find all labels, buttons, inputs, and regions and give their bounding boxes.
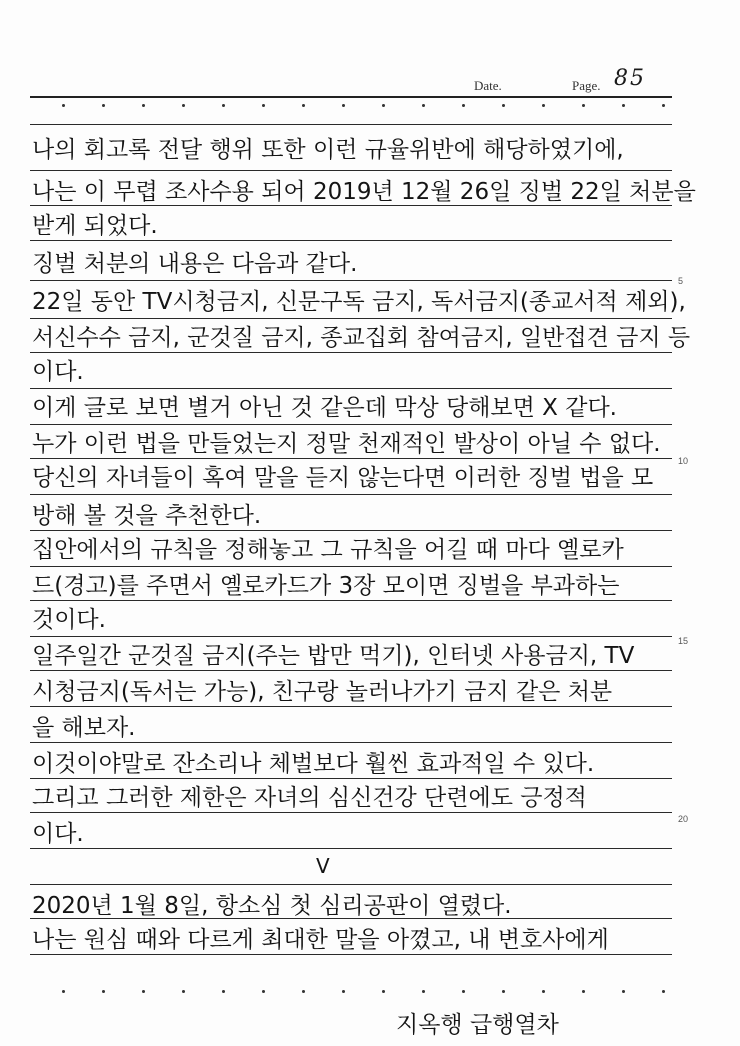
ruler-dot bbox=[542, 990, 545, 993]
ruler-dot bbox=[302, 104, 305, 107]
text-line: 이것이야말로 잔소리나 체벌보다 훨씬 효과적일 수 있다. bbox=[32, 751, 595, 777]
text-line: 받게 되었다. bbox=[32, 213, 158, 239]
ruler-dot bbox=[382, 990, 385, 993]
ruled-line bbox=[30, 352, 672, 353]
ruler-dot bbox=[342, 990, 345, 993]
ruler-dot bbox=[62, 990, 65, 993]
ruled-line bbox=[30, 280, 672, 281]
text-line: 것이다. bbox=[32, 607, 106, 633]
ruler-dot bbox=[142, 990, 145, 993]
ruled-line bbox=[30, 424, 672, 425]
text-line: 일주일간 군것질 금지(주는 밥만 먹기), 인터넷 사용금지, TV bbox=[32, 643, 635, 669]
text-line: 드(경고)를 주면서 옐로카드가 3장 모이면 징벌을 부과하는 bbox=[32, 573, 620, 599]
text-line: 시청금지(독서는 가능), 친구랑 놀러나가기 금지 같은 처분 bbox=[32, 679, 613, 705]
text-line: 22일 동안 TV시청금지, 신문구독 금지, 독서금지(종교서적 제외), bbox=[32, 289, 686, 315]
text-line: 징벌 처분의 내용은 다음과 같다. bbox=[32, 251, 358, 277]
text-line: 을 해보자. bbox=[32, 715, 136, 741]
ruler-dot bbox=[382, 104, 385, 107]
top-dot-row bbox=[30, 104, 672, 108]
ruled-line bbox=[30, 742, 672, 743]
ruled-line bbox=[30, 124, 672, 125]
text-line: 이다. bbox=[32, 821, 84, 847]
text-line: 당신의 자녀들이 혹여 말을 듣지 않는다면 이러한 징벌 법을 모 bbox=[32, 465, 654, 491]
ruler-dot bbox=[422, 104, 425, 107]
text-line: 나는 이 무렵 조사수용 되어 2019년 12월 26일 징벌 22일 처분을 bbox=[32, 179, 696, 205]
text-line: 집안에서의 규칙을 정해놓고 그 규칙을 어길 때 마다 옐로카 bbox=[32, 537, 624, 563]
ruler-dot bbox=[462, 104, 465, 107]
ruled-line bbox=[30, 636, 672, 637]
ruled-line bbox=[30, 530, 672, 531]
ruler-dot bbox=[222, 104, 225, 107]
text-line: 이게 글로 보면 별거 아닌 것 같은데 막상 당해보면 X 같다. bbox=[32, 395, 617, 421]
ruler-dot bbox=[302, 990, 305, 993]
ruled-line bbox=[30, 848, 672, 849]
ruled-line bbox=[30, 318, 672, 319]
ruler-dot bbox=[622, 990, 625, 993]
ruled-line bbox=[30, 812, 672, 813]
ruler-dot bbox=[182, 990, 185, 993]
ruled-line bbox=[30, 458, 672, 459]
ruler-dot bbox=[462, 990, 465, 993]
ruler-dot bbox=[422, 990, 425, 993]
ruled-line bbox=[30, 670, 672, 671]
ruler-dot bbox=[102, 104, 105, 107]
text-line: 그리고 그러한 제한은 자녀의 심신건강 단련에도 긍정적 bbox=[32, 785, 587, 811]
ruled-line bbox=[30, 240, 672, 241]
ruler-dot bbox=[502, 990, 505, 993]
page-number: 85 bbox=[614, 66, 646, 91]
ruled-line bbox=[30, 494, 672, 495]
text-line: 나는 원심 때와 다르게 최대한 말을 아꼈고, 내 변호사에게 bbox=[32, 927, 609, 953]
text-line: 나의 회고록 전달 행위 또한 이런 규율위반에 해당하였기에, bbox=[32, 137, 624, 163]
ruler-dot bbox=[142, 104, 145, 107]
section-break-mark: V bbox=[316, 854, 330, 878]
ruler-dot bbox=[342, 104, 345, 107]
ruler-dot bbox=[662, 990, 665, 993]
ruled-line bbox=[30, 566, 672, 567]
ruled-line bbox=[30, 706, 672, 707]
bottom-dot-row bbox=[30, 990, 672, 994]
ruler-dot bbox=[502, 104, 505, 107]
text-line: 이다. bbox=[32, 359, 84, 385]
footer-text: 지옥행 급행열차 bbox=[396, 1012, 559, 1038]
header-rule bbox=[30, 96, 672, 98]
ruler-dot bbox=[262, 104, 265, 107]
ruler-dot bbox=[62, 104, 65, 107]
line-number: 5 bbox=[678, 276, 684, 286]
ruler-dot bbox=[102, 990, 105, 993]
text-line: 2020년 1월 8일, 항소심 첫 심리공판이 열렸다. bbox=[32, 893, 512, 919]
ruler-dot bbox=[622, 104, 625, 107]
text-line: 누가 이런 법을 만들었는지 정말 천재적인 발상이 아닐 수 없다. bbox=[32, 431, 661, 457]
ruled-line bbox=[30, 778, 672, 779]
line-number: 20 bbox=[678, 814, 689, 824]
ruler-dot bbox=[582, 990, 585, 993]
text-line: 서신수수 금지, 군것질 금지, 종교집회 참여금지, 일반접견 금지 등 bbox=[32, 325, 691, 351]
date-label: Date. bbox=[474, 78, 502, 93]
ruler-dot bbox=[182, 104, 185, 107]
text-line: 방해 볼 것을 추천한다. bbox=[32, 503, 262, 529]
ruler-dot bbox=[662, 104, 665, 107]
ruler-dot bbox=[582, 104, 585, 107]
ruler-dot bbox=[262, 990, 265, 993]
ruler-dot bbox=[542, 104, 545, 107]
line-number: 10 bbox=[678, 456, 689, 466]
ruled-line bbox=[30, 884, 672, 885]
ruled-line bbox=[30, 388, 672, 389]
page-label: Page. bbox=[572, 78, 601, 93]
ruled-line bbox=[30, 954, 672, 955]
ruler-dot bbox=[222, 990, 225, 993]
line-number: 15 bbox=[678, 636, 689, 646]
ruled-line bbox=[30, 170, 672, 171]
ruled-line bbox=[30, 600, 672, 601]
